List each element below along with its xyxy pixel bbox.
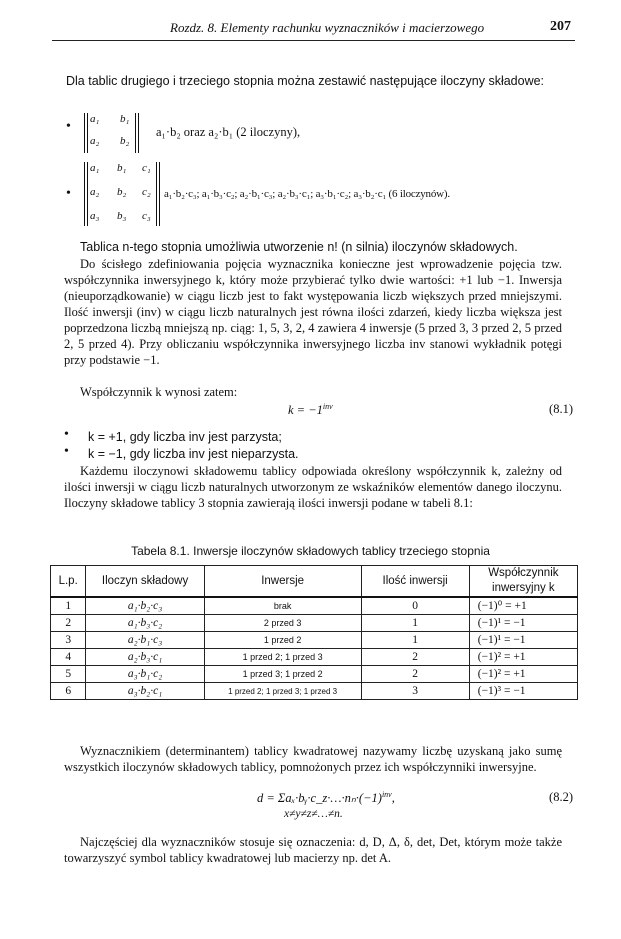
- row-number: 2: [51, 615, 86, 632]
- table-caption: Tabela 8.1. Inwersje iloczynów składowych tablicy trzeciego stopnia: [131, 544, 490, 558]
- equation-8-1-body: k = −1: [288, 403, 323, 418]
- coefficient-cell: (−1)² = +1: [469, 649, 577, 666]
- matrix2-right-bar: [138, 113, 139, 153]
- matrix2-cell: b₁: [120, 113, 130, 125]
- column-header: Ilość inwersji: [361, 566, 469, 598]
- equation-8-1-number: (8.1): [549, 402, 573, 416]
- matrix3-cell: b₃: [117, 210, 127, 222]
- equation-8-2-number: (8.2): [549, 790, 573, 804]
- table-row: [51, 666, 578, 683]
- product-cell: a₃·b₂·c₁: [86, 683, 204, 700]
- row-number: 5: [51, 666, 86, 683]
- inversion-count-cell: 2: [361, 649, 469, 666]
- equation-8-2-suffix: ,: [391, 791, 395, 806]
- column-header: L.p.: [51, 566, 86, 598]
- matrix3-cell: a₂: [90, 186, 100, 198]
- matrix2-cell: b₂: [120, 135, 130, 147]
- paragraph-notation: Najczęściej dla wyznaczników stosuje się oznaczenia: d, D, Δ, δ, det, Det, którym może także towarzyszyć symbol tablicy kwadratowej lub macierzy np. det A.: [64, 835, 562, 865]
- bullet-even: k = +1, gdy liczba inv jest parzysta;: [88, 430, 282, 444]
- bullet-odd: k = −1, gdy liczba inv jest nieparzysta.: [88, 447, 299, 461]
- product-cell: a₂·b₃·c₁: [86, 649, 204, 666]
- intro-paragraph: Dla tablic drugiego i trzeciego stopnia można zestawić następujące iloczyny składowe:: [66, 74, 545, 88]
- inversion-count-cell: 3: [361, 683, 469, 700]
- matrix2-products: a₁·b₂ oraz a₂·b₁ (2 iloczyny),: [156, 125, 301, 139]
- table-row: [51, 597, 578, 615]
- column-header: Iloczyn składowy: [86, 566, 204, 598]
- equation-8-1: [288, 402, 333, 418]
- inversions-cell: 1 przed 2; 1 przed 3; 1 przed 3: [204, 683, 361, 700]
- paragraph-coefficient: Współczynnik k wynosi zatem:: [80, 385, 238, 399]
- page-header: [52, 18, 575, 41]
- bullet: •: [64, 444, 69, 459]
- inversion-count-cell: 0: [361, 597, 469, 615]
- inversion-count-cell: 1: [361, 632, 469, 649]
- matrix2-cell: a₂: [90, 135, 100, 147]
- matrix3-right-bar: [159, 162, 160, 226]
- coefficient-cell: (−1)² = +1: [469, 666, 577, 683]
- coefficient-cell: (−1)¹ = −1: [469, 615, 577, 632]
- matrix2-left-bar: [87, 113, 88, 153]
- matrix3-cell: b₂: [117, 186, 127, 198]
- inversions-cell: 2 przed 3: [204, 615, 361, 632]
- column-header: Współczynnik inwersyjny k: [469, 566, 577, 598]
- coefficient-cell: (−1)¹ = −1: [469, 632, 577, 649]
- matrix2-right-bar: [135, 113, 136, 153]
- paragraph-determinant-definition: Wyznacznikiem (determinantem) tablicy kwadratowej nazywamy liczbę uzyskaną jako sumę wszystkich iloczynów składowych tablicy, pomnożonych przez ich współczynniki inwersyjne.: [64, 744, 562, 774]
- paragraph-table-intro: Każdemu iloczynowi składowemu tablicy odpowiada określony współczynnik k, zależny od ilości inwersji w ciągu liczb naturalnych utworzonym ze wskaźników elementów danego iloczynu. Iloczyny składowe tablicy 3 stopnia zawierają ilości inwersji podane w tabeli 8.1:: [64, 464, 562, 510]
- product-cell: a₂·b₁·c₃: [86, 632, 204, 649]
- bullet: •: [66, 119, 71, 134]
- matrix3-left-bar: [87, 162, 88, 226]
- column-header: Inwersje: [204, 566, 361, 598]
- matrix3-cell: a₃: [90, 210, 100, 222]
- table-row: [51, 683, 578, 700]
- row-number: 1: [51, 597, 86, 615]
- inversion-count-cell: 2: [361, 666, 469, 683]
- matrix3-cell: c₂: [142, 186, 151, 198]
- bullet: •: [64, 427, 69, 442]
- table-header-row: [51, 566, 578, 598]
- matrix3-cell: b₁: [117, 162, 127, 174]
- table-row: [51, 632, 578, 649]
- matrix3-products: a₁·b₂·c₃; a₁·b₃·c₂; a₂·b₁·c₃; a₂·b₃·c₁; a₃·b₁·c₂; a₃·b₂·c₁ (6 iloczynów).: [164, 188, 450, 200]
- equation-8-2: [257, 790, 395, 806]
- equation-8-2-body: d = Σaₓ·bᵧ·c_z·…·nₙ·(−1): [257, 791, 382, 806]
- matrix3-cell: a₁: [90, 162, 100, 174]
- product-cell: a₃·b₁·c₂: [86, 666, 204, 683]
- inversions-cell: 1 przed 2: [204, 632, 361, 649]
- paragraph-inversion-definition: Do ścisłego zdefiniowania pojęcia wyznacznika konieczne jest wprowadzenie pojęcia tzw. współczynnika inwersyjnego k, który może przybierać tylko dwie wartości: +1 lub −1. Inwersja (nieuporządkowanie) w ciągu liczb jest to fakt występowania liczb większych przed mniejszymi. Ilość inwersji (inv) w ciągu liczb naturalnych jest równa ilości zdarzeń, kiedy liczba większa jest poprzedzona liczbą mniejszą np. ciąg: 1, 5, 3, 2, 4 zawiera 4 inwersje (5 przed 3, 3 przed 2, 5 przed 2, 5 przed 4). Przy obliczaniu współczynnika inwersyjnego liczba inv stanowi wykładnik potęgi przy podstawie −1.: [64, 257, 562, 367]
- product-cell: a₁·b₃·c₂: [86, 615, 204, 632]
- equation-8-1-exponent: inv: [322, 402, 333, 411]
- coefficient-cell: (−1)³ = −1: [469, 683, 577, 700]
- inversions-cell: 1 przed 2; 1 przed 3: [204, 649, 361, 666]
- matrix3-right-bar: [156, 162, 157, 226]
- table-row: [51, 649, 578, 666]
- running-title: Rozdz. 8. Elementy rachunku wyznaczników i macierzowego: [170, 20, 485, 35]
- page-number: 207: [550, 19, 571, 34]
- table-row: [51, 615, 578, 632]
- matrix2-cell: a₁: [90, 113, 100, 125]
- matrix2-left-bar: [84, 113, 85, 153]
- matrix3-cell: c₃: [142, 210, 151, 222]
- matrix3-cell: c₁: [142, 162, 151, 174]
- equation-8-2-exponent: inv: [381, 790, 392, 799]
- inversions-cell: brak: [204, 597, 361, 615]
- row-number: 3: [51, 632, 86, 649]
- inversion-table: [50, 565, 578, 700]
- row-number: 6: [51, 683, 86, 700]
- bullet: •: [66, 186, 71, 201]
- product-cell: a₁·b₂·c₃: [86, 597, 204, 615]
- paragraph-factorial: Tablica n-tego stopnia umożliwia utworzenie n! (n silnia) iloczynów składowych.: [80, 240, 518, 254]
- coefficient-cell: (−1)⁰ = +1: [469, 597, 577, 615]
- equation-8-2-condition: x≠y≠z≠…≠n.: [284, 808, 343, 820]
- matrix3-left-bar: [84, 162, 85, 226]
- inversions-cell: 1 przed 3; 1 przed 2: [204, 666, 361, 683]
- row-number: 4: [51, 649, 86, 666]
- inversion-count-cell: 1: [361, 615, 469, 632]
